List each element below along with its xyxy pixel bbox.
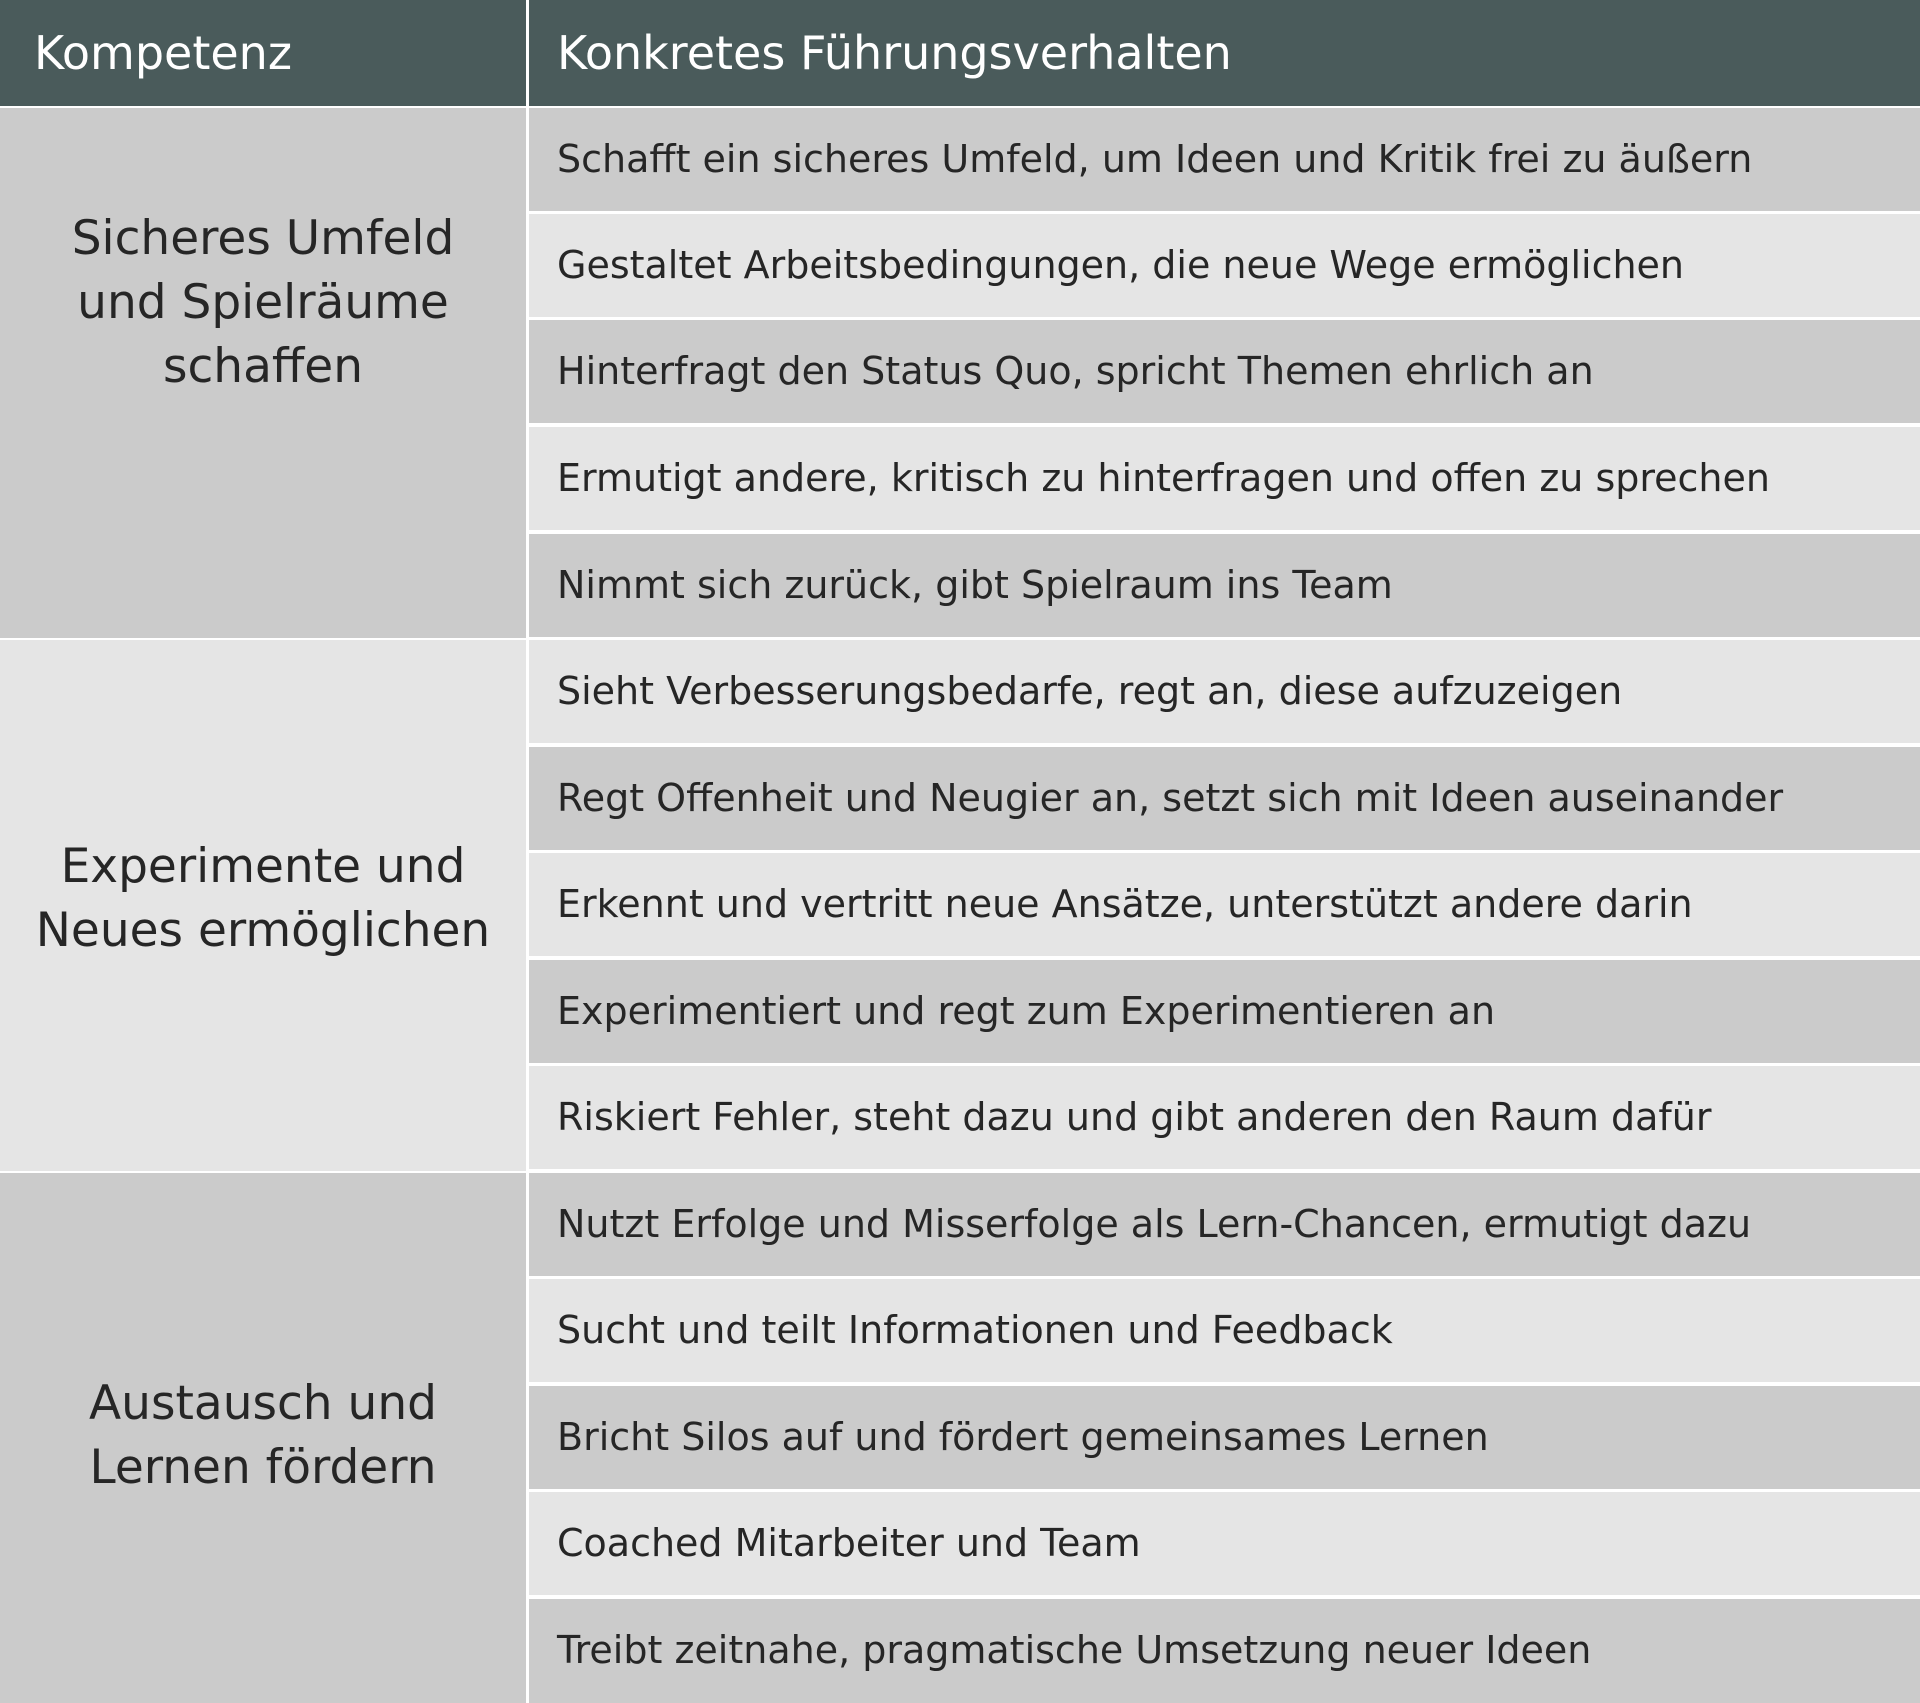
behavior-row: Sucht und teilt Informationen und Feedback [529,1279,1920,1382]
behavior-row: Erkennt und vertritt neue Ansätze, unterstützt andere darin [529,853,1920,956]
behavior-row: Ermutigt andere, kritisch zu hinterfragen und offen zu sprechen [529,427,1920,530]
behavior-row: Coached Mitarbeiter und Team [529,1492,1920,1595]
behavior-row: Sieht Verbesserungsbedarfe, regt an, diese aufzuzeigen [529,640,1920,743]
behavior-row: Nutzt Erfolge und Misserfolge als Lern-Chancen, ermutigt dazu [529,1173,1920,1276]
competency-label: Austausch und Lernen fördern [89,1376,437,1495]
behavior-row: Bricht Silos auf und fördert gemeinsames Lernen [529,1386,1920,1489]
header-kompetenz: Kompetenz [0,0,526,106]
behavior-row: Experimentiert und regt zum Experimentieren an [529,960,1920,1063]
behavior-row: Schafft ein sicheres Umfeld, um Ideen und Kritik frei zu äußern [529,108,1920,211]
behavior-row: Nimmt sich zurück, gibt Spielraum ins Team [529,534,1920,637]
behavior-row: Treibt zeitnahe, pragmatische Umsetzung neuer Ideen [529,1599,1920,1703]
behavior-row: Hinterfragt den Status Quo, spricht Themen ehrlich an [529,320,1920,423]
header-fuehrungsverhalten: Konkretes Führungsverhalten [529,0,1920,106]
competency-cell [0,1173,526,1703]
behavior-row: Riskiert Fehler, steht dazu und gibt anderen den Raum dafür [529,1066,1920,1169]
competency-label: Experimente und Neues ermöglichen [35,838,491,958]
competency-cell [0,108,526,638]
competency-cell [0,640,526,1171]
behavior-row: Gestaltet Arbeitsbedingungen, die neue Wege ermöglichen [529,214,1920,317]
competency-label: Sicheres Umfeld und Spielräume schaffen [71,211,455,394]
behavior-row: Regt Offenheit und Neugier an, setzt sich mit Ideen auseinander [529,747,1920,850]
